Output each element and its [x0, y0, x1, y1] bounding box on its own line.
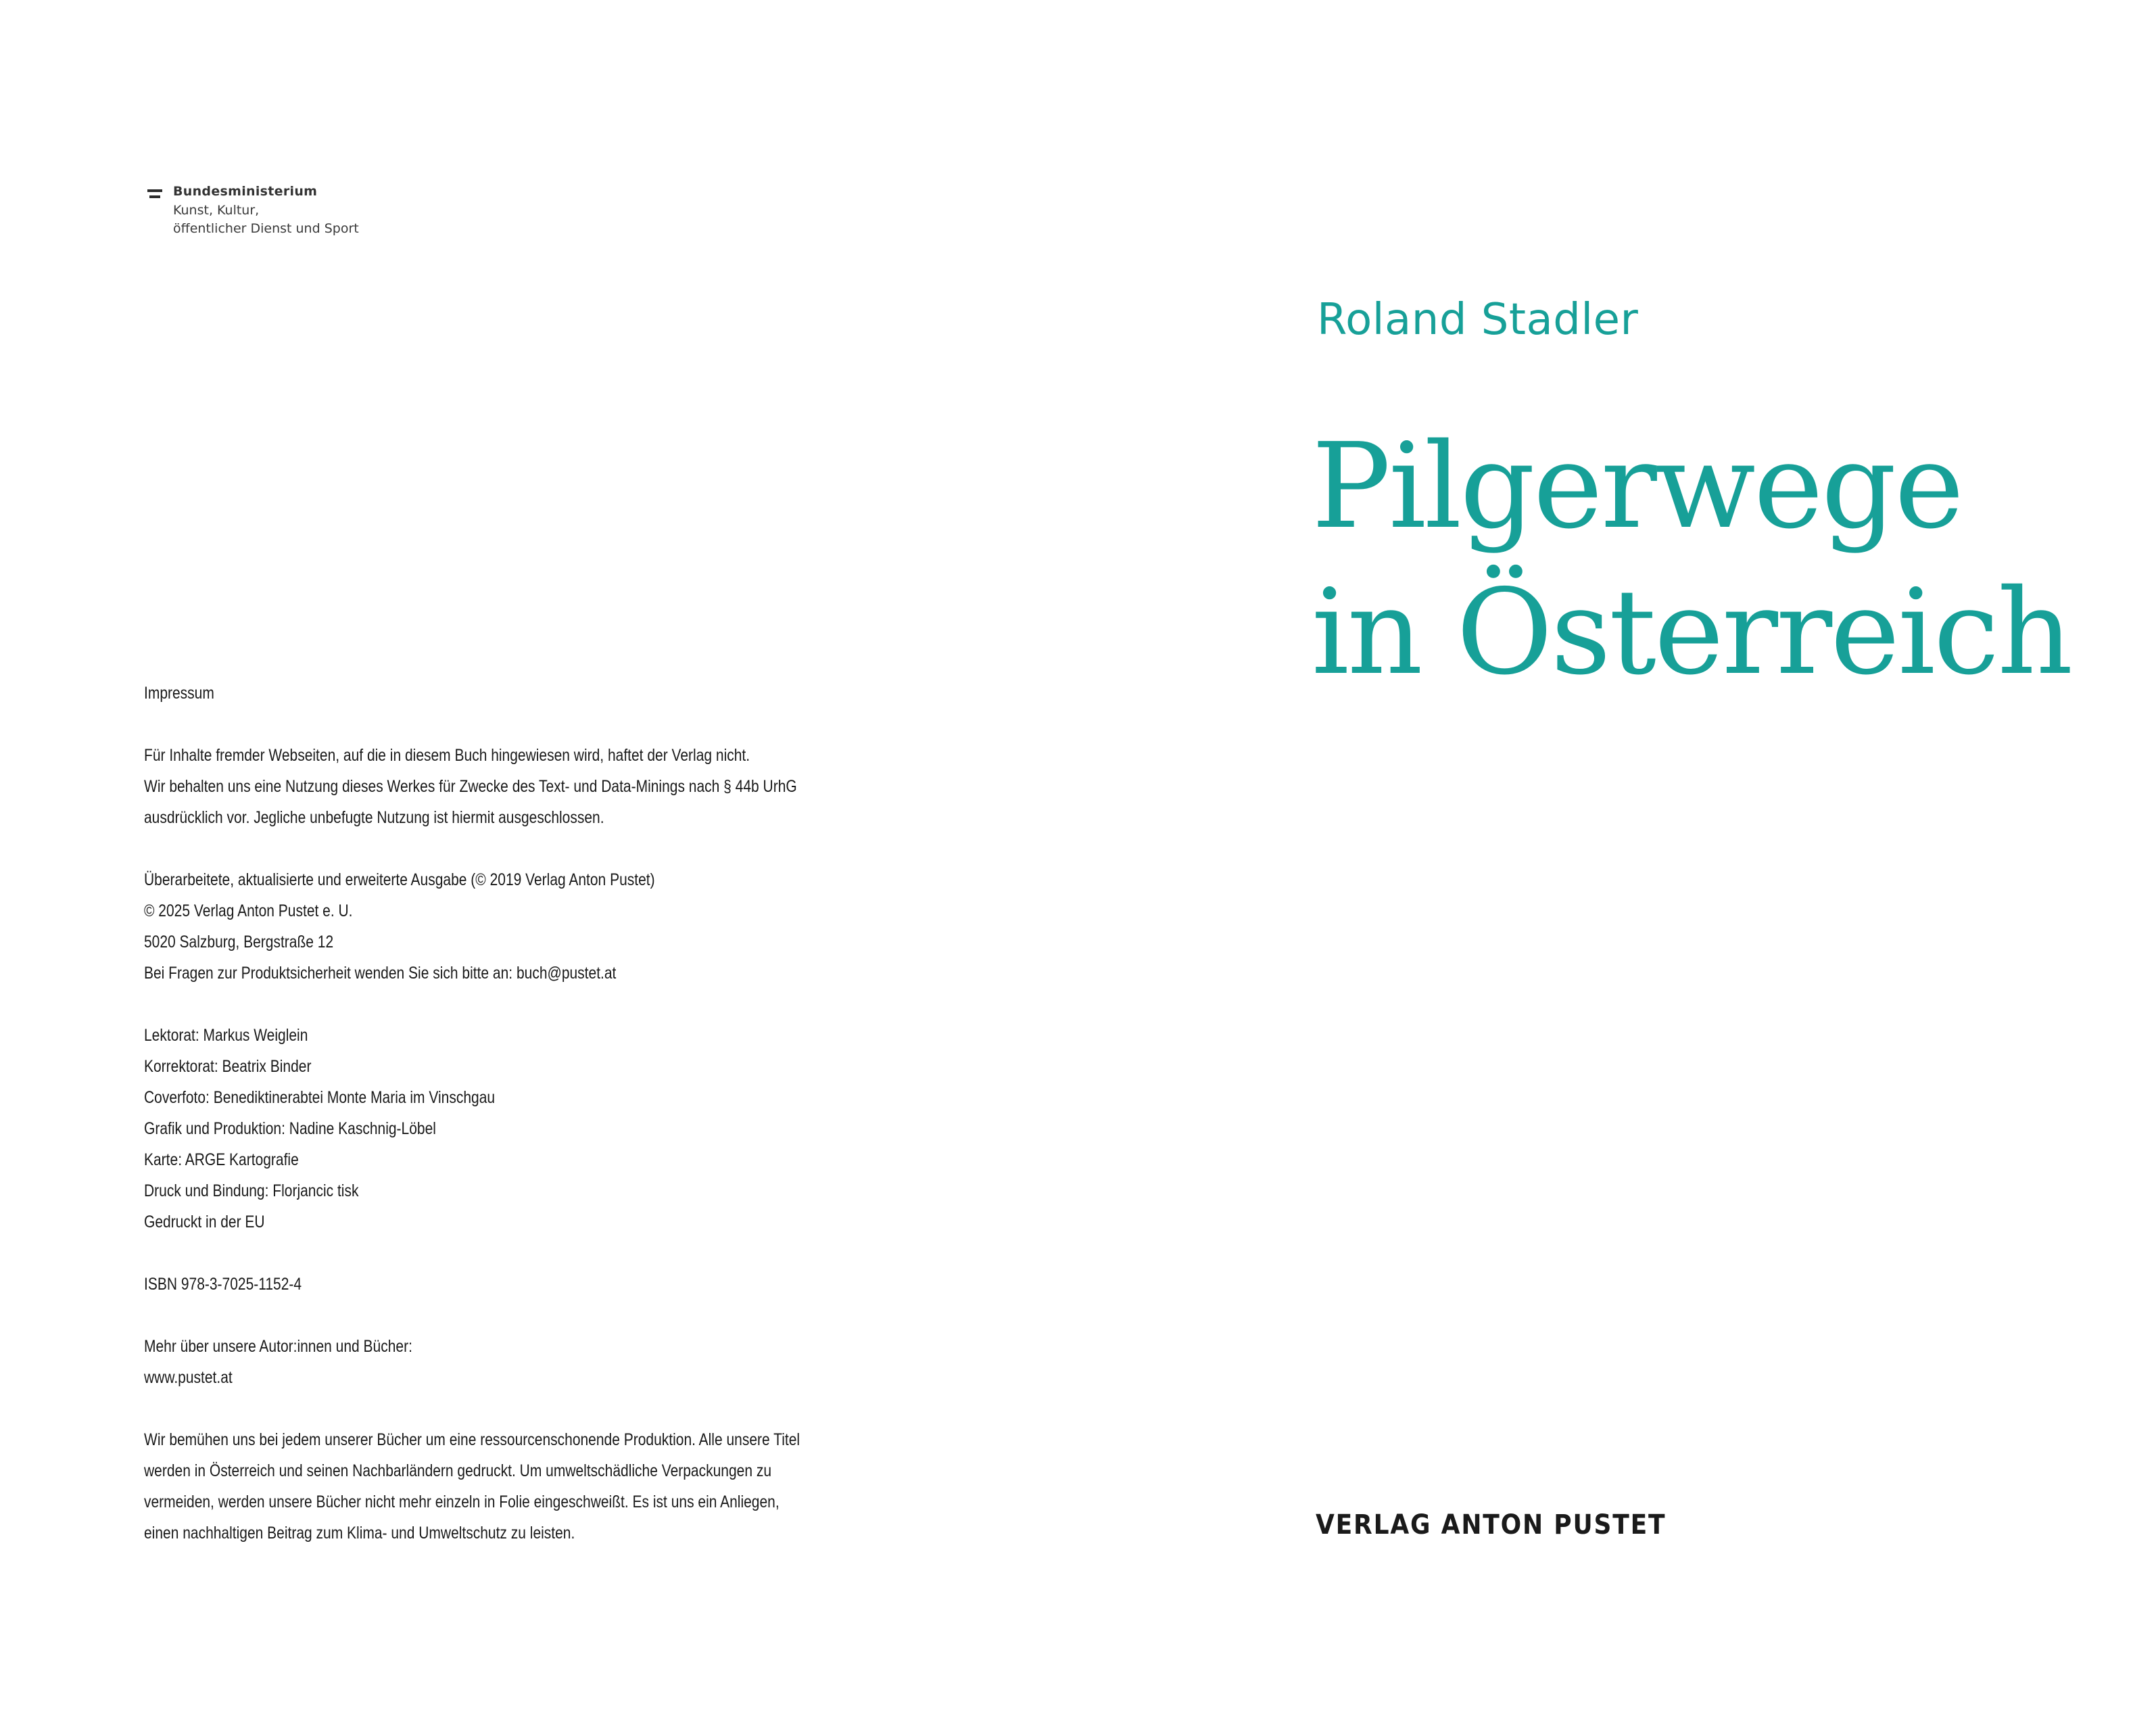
imprint-credit: Gedruckt in der EU: [144, 1213, 265, 1231]
book-title-line-2: in Österreich: [1312, 564, 2071, 701]
imprint-disclaimer-line: Wir behalten uns eine Nutzung dieses Werkes für Zwecke des Text- und Data-Minings nach § 44b UrhG: [144, 777, 797, 796]
imprint-edition: Überarbeitete, aktualisierte und erweiterte Ausgabe (© 2019 Verlag Anton Pustet): [144, 870, 655, 889]
imprint-block: [144, 678, 800, 1549]
imprint-credit: Lektorat: Markus Weiglein: [144, 1026, 308, 1045]
imprint-address: 5020 Salzburg, Bergstraße 12: [144, 933, 334, 951]
ministry-line-1: Kunst, Kultur,: [173, 203, 260, 218]
imprint-sustainability-line: vermeiden, werden unsere Bücher nicht mehr einzeln in Folie eingeschweißt. Es ist uns ein Anliegen,: [144, 1492, 780, 1511]
ministry-name: Bundesministerium: [173, 184, 318, 199]
imprint-credit: Grafik und Produktion: Nadine Kaschnig-Löbel: [144, 1119, 436, 1138]
imprint-sustainability-line: Wir bemühen uns bei jedem unserer Bücher um eine ressourcenschonende Produktion. Alle unsere Titel: [144, 1430, 800, 1449]
austria-flag-icon: [147, 189, 162, 199]
ministry-logo: [147, 183, 431, 243]
imprint-website: www.pustet.at: [144, 1368, 233, 1387]
imprint-more-info: Mehr über unsere Autor:innen und Bücher:: [144, 1337, 412, 1356]
book-title-line-1: Pilgerwege: [1312, 418, 1963, 555]
imprint-disclaimer-line: Für Inhalte fremder Webseiten, auf die in diesem Buch hingewiesen wird, haftet der Verlag nicht.: [144, 746, 750, 765]
book-title: [1312, 414, 2071, 706]
imprint-credit: Druck und Bindung: Florjancic tisk: [144, 1181, 359, 1200]
imprint-copyright: © 2025 Verlag Anton Pustet e. U.: [144, 901, 353, 920]
imprint-sustainability-line: werden in Österreich und seinen Nachbarländern gedruckt. Um umweltschädliche Verpackungen zu: [144, 1461, 772, 1480]
imprint-credit: Korrektorat: Beatrix Binder: [144, 1057, 312, 1076]
imprint-disclaimer-line: ausdrücklich vor. Jegliche unbefugte Nutzung ist hiermit ausgeschlossen.: [144, 808, 604, 827]
publisher-logo: VERLAG ANTON PUSTET: [1316, 1509, 1667, 1540]
ministry-line-2: öffentlicher Dienst und Sport: [173, 221, 359, 236]
ministry-department: [173, 202, 359, 238]
imprint-isbn: ISBN 978-3-7025-1152-4: [144, 1275, 302, 1294]
imprint-credit: Karte: ARGE Kartografie: [144, 1150, 299, 1169]
imprint-heading: Impressum: [144, 684, 214, 703]
author-name: Roland Stadler: [1317, 295, 1639, 345]
imprint-sustainability-line: einen nachhaltigen Beitrag zum Klima- und Umweltschutz zu leisten.: [144, 1524, 575, 1543]
imprint-contact: Bei Fragen zur Produktsicherheit wenden Sie sich bitte an: buch@pustet.at: [144, 964, 617, 983]
title-page: [1078, 0, 2156, 1717]
imprint-credit: Coverfoto: Benediktinerabtei Monte Maria im Vinschgau: [144, 1088, 496, 1107]
